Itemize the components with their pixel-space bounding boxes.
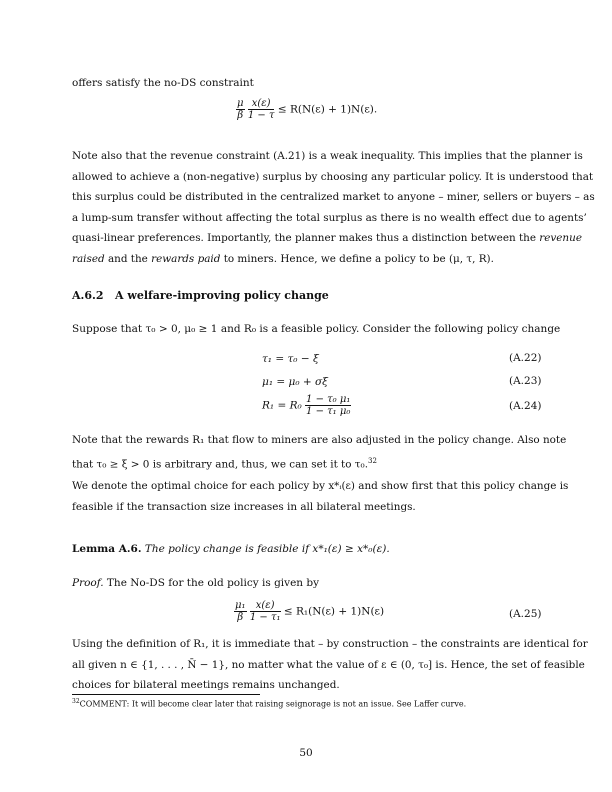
equation-number: (A.24) — [509, 400, 542, 412]
text-line: feasible if the transaction size increases in all bilateral meetings. — [72, 500, 416, 513]
text-line: raised and the rewards paid to miners. Hence, we define a policy to be (μ, τ, R). — [72, 252, 494, 265]
lemma-label: Lemma A.6. — [72, 543, 142, 555]
lemma-text: The policy change is feasible if x*₁(ε) ≥ x*₀(ε). — [144, 543, 390, 555]
text-line: Note that the rewards R₁ that flow to miners are also adjusted in the policy change. Also note — [72, 434, 567, 446]
text-line: all given n ∈ {1, . . . , N̄ − 1}, no matter what the value of ε ∈ (0, τ₀] is. Hence, the set of feasible — [72, 658, 585, 671]
equation-number: (A.22) — [509, 352, 542, 364]
text-line: offers satisfy the no-DS constraint — [72, 77, 254, 89]
equation-a23: μ₁ = μ₀ + σξ — [262, 376, 328, 388]
section-title: A welfare-improving policy change — [115, 289, 329, 302]
paragraph-rewards — [72, 430, 567, 474]
paragraph-optimal-choice — [72, 476, 569, 517]
text-line: We denote the optimal choice for each policy by x*ᵢ(ε) and show first that this policy change is — [72, 480, 569, 492]
lemma — [72, 542, 390, 556]
footnote-mark: 32 — [72, 698, 80, 705]
footnote-rule — [72, 694, 260, 695]
proof — [72, 576, 319, 590]
text-line: choices for bilateral meetings remains unchanged. — [72, 679, 340, 691]
text-line: a lump-sum transfer without affecting the total surplus as there is no wealth effect due to agents’ — [72, 211, 587, 224]
equation-number: (A.23) — [509, 375, 542, 387]
text-line: Using the definition of R₁, it is immediate that – by construction – the constraints are identical for — [72, 638, 588, 650]
text-line: Note also that the revenue constraint (A.21) is a weak inequality. This implies that the planner is — [72, 150, 583, 162]
footnote-ref: 32 — [368, 456, 377, 465]
text-line: that τ₀ ≥ ξ > 0 is arbitrary and, thus, we can set it to τ₀.$^{32}$ — [72, 456, 377, 470]
text-line: allowed to achieve a (non-negative) surplus by choosing any particular policy. It is understood that — [72, 170, 594, 183]
proof-text: The No-DS for the old policy is given by — [106, 577, 320, 589]
equation-rhs: ≤ R(N(ε) + 1)N(ε). — [277, 103, 378, 116]
paragraph-revenue-constraint — [72, 146, 595, 269]
footnote-text: COMMENT: It will become clear later that raising seignorage is not an issue. See Laffer curve. — [79, 699, 467, 709]
proof-label: Proof. — [72, 577, 104, 589]
section-number: A.6.2 — [72, 289, 104, 302]
equation-a24: R₁ = R₀ $\frac{\text{1 − τ₀ μ₁}}{\text{1 − τ₁ μ₀}}$ — [262, 394, 351, 417]
footnote — [72, 698, 466, 709]
paragraph-definition — [72, 634, 588, 696]
section-heading — [72, 289, 329, 302]
equation-no-ds-general: $\frac{\mu}{\beta}$ $\frac{x(\varepsilon)}{1 - \tau}$ ≤ R(N(ε) + 1)N(ε). — [237, 98, 378, 121]
equation-a25: $\frac{\text{μ₁}}{\beta}$ $\frac{x(\varepsilon)}{\text{1 − τ₁}}$ ≤ R₁(N(ε) + 1)N(ε) — [235, 600, 385, 623]
equation-a22: τ₁ = τ₀ − ξ — [262, 353, 319, 365]
text-line: this surplus could be distributed in the centralized market to anyone – miner, sellers or buyers – as — [72, 191, 595, 203]
equation-number: (A.25) — [509, 608, 542, 620]
text-line: Suppose that τ₀ > 0, μ₀ ≥ 1 and R₀ is a feasible policy. Consider the following policy change — [72, 323, 561, 335]
text-line: quasi-linear preferences. Importantly, the planner makes thus a distinction between the revenue — [72, 232, 582, 244]
page-number: 50 — [299, 747, 313, 759]
